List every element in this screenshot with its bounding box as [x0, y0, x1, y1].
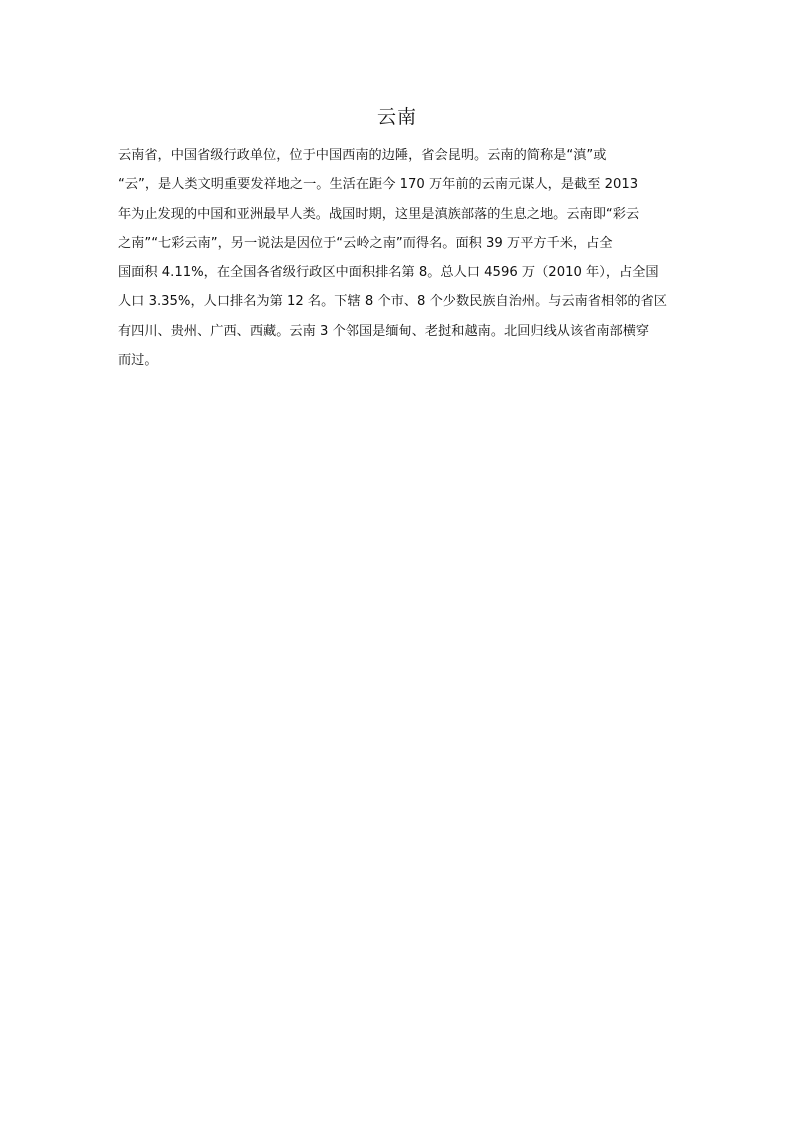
body-line-5: 国面积 4.11%，在全国各省级行政区中面积排名第 8。总人口 4596 万（2010 年），占全国	[118, 265, 659, 281]
body-line-7: 有四川、贵州、广西、西藏。云南 3 个邻国是缅甸、老挝和越南。北回归线从该省南部横穿	[118, 323, 650, 339]
body-line-8: 而过。	[118, 353, 158, 369]
body-line-6: 人口 3.35%，人口排名为第 12 名。下辖 8 个市、8 个少数民族自治州。与云南省相邻的省区	[118, 294, 667, 310]
document-title: 云南	[376, 106, 417, 128]
body-line-1: 云南省，中国省级行政单位，位于中国西南的边陲，省会昆明。云南的简称是“滇”或	[118, 148, 607, 163]
body-line-4: 之南”“七彩云南”，另一说法是因位于“云岭之南”而得名。面积 39 万平方千米，占全	[118, 235, 613, 251]
body-line-2: “云”，是人类文明重要发祥地之一。生活在距今 170 万年前的云南元谋人，是截至 2013	[118, 177, 639, 193]
document-body	[118, 141, 676, 375]
body-line-3: 年为止发现的中国和亚洲最早人类。战国时期，这里是滇族部落的生息之地。云南即“彩云	[118, 206, 640, 222]
